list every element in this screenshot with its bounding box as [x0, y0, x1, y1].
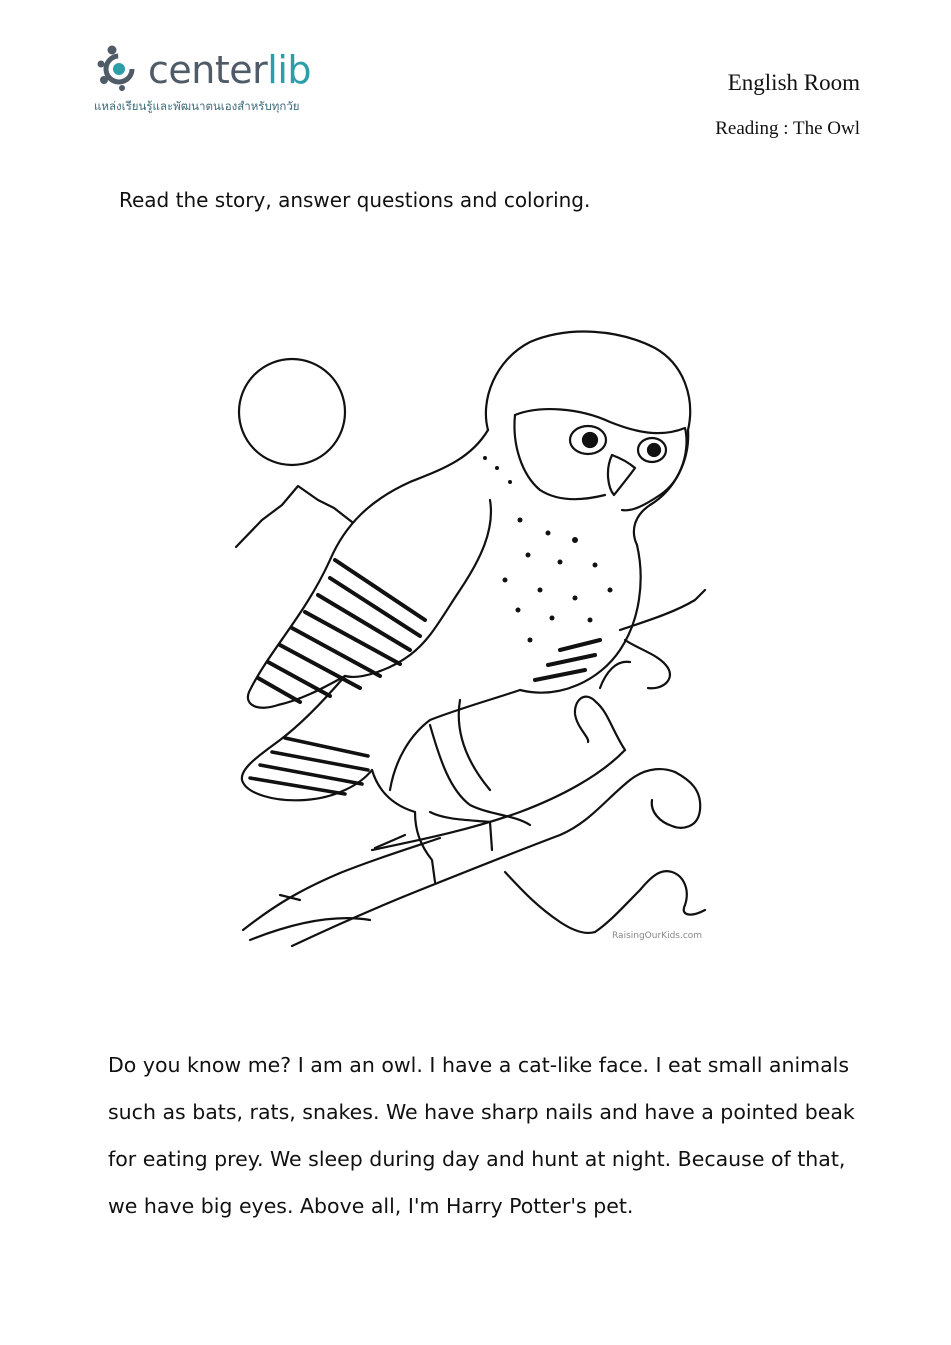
centerlib-logo — [92, 42, 342, 122]
owl-on-branch-illustration — [230, 325, 720, 955]
mountain-line — [236, 486, 352, 547]
instruction-text: Read the story, answer questions and coloring. — [119, 188, 591, 212]
brand-wordmark: centerlib — [148, 48, 312, 92]
centerlib-logo-icon — [92, 42, 144, 94]
moon-shape — [239, 359, 345, 465]
owl-body — [242, 332, 690, 812]
brand-tagline: แหล่งเรียนรู้และพัฒนาตนเองสำหรับทุกวัย — [94, 99, 300, 113]
owl-face — [514, 409, 686, 510]
story-paragraph — [108, 1042, 868, 1230]
story-text: Do you know me? I am an owl. I have a cat-like face. I eat small animals such as bats, rats, snakes. We have sharp nails and have a pointed beak for eating prey. We sleep during day and hunt at night. Because of that, we have big eyes. Above all, I'm Harry Potter's pet. — [108, 1053, 855, 1218]
illustration-credit: RaisingOurKids.com — [612, 931, 703, 941]
owl-wing-outline — [345, 500, 491, 677]
room-title: English Room — [727, 70, 860, 95]
owl-chest-spots — [483, 456, 613, 643]
reading-title: Reading : The Owl — [715, 118, 860, 139]
owl-chest-stripes — [535, 640, 600, 680]
owl-tail-stripes — [250, 738, 368, 794]
owl-beak — [608, 455, 635, 495]
